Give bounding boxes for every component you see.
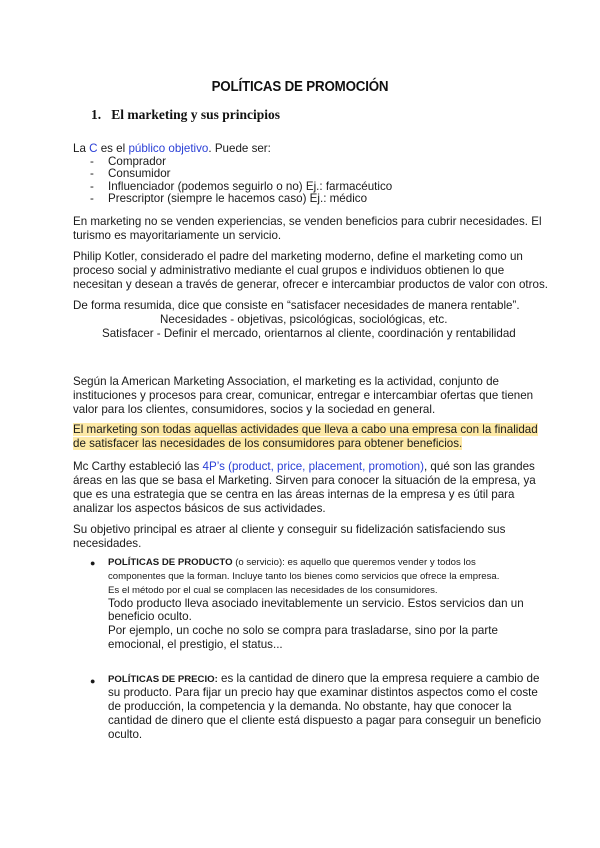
para1-line1: En marketing no se venden experiencias, se venden beneficios para cubrir necesidades. El — [73, 215, 542, 228]
producto-label: POLÍTICAS DE PRODUCTO — [108, 557, 233, 568]
intro-c: C — [89, 142, 98, 155]
section-number: 1. — [91, 107, 102, 122]
para6-line2: áreas en las que se basa el Marketing. Sirven para conocer la situación de la empresa, ya — [73, 474, 536, 487]
para3-line3: Satisfacer - Definir el mercado, orientarnos al cliente, coordinación y rentabilidad — [102, 327, 516, 340]
intro-post: . Puede ser: — [208, 142, 271, 155]
section-title: El marketing y sus principios — [111, 107, 281, 122]
para3-line2: Necesidades - objetivas, psicológicas, sociológicas, etc. — [160, 313, 448, 326]
para6-line1 — [73, 460, 535, 474]
producto-line1 — [108, 556, 476, 569]
para2-line1: Philip Kotler, considerado el padre del marketing moderno, define el marketing como un — [73, 250, 523, 263]
producto-line2: componentes que la forman. Incluye tanto los bienes como servicios que ofrece la empresa. — [108, 571, 500, 582]
para5-line1 — [73, 423, 538, 437]
highlight-text: El marketing son todas aquellas actividades que lleva a cabo una empresa con la finalidad — [73, 423, 538, 436]
producto-suffix: (o servicio): — [232, 557, 285, 568]
page-title: POLÍTICAS DE PROMOCIÓN — [211, 79, 389, 95]
precio-line3: de producción, la competencia y la demanda. No obstante, hay que conocer la — [108, 700, 512, 713]
section-heading — [91, 107, 280, 123]
intro-target: público objetivo — [128, 142, 209, 155]
list-item: Influenciador (podemos seguirlo o no) Ej.: farmacéutico — [108, 180, 393, 193]
para6-pre: Mc Carthy estableció las — [73, 460, 203, 473]
para4-line2: instituciones y procesos para crear, comunicar, entregar e intercambiar ofertas que tienen — [73, 389, 534, 402]
highlight-text: de satisfacer las necesidades de los consumidores para obtener beneficios. — [73, 437, 463, 450]
list-item: Comprador — [108, 155, 166, 168]
precio-rest: es la cantidad de dinero que la empresa requiere a cambio de — [217, 672, 540, 685]
producto-line7: emocional, el prestigio, el status... — [108, 638, 283, 651]
para7-line2: necesidades. — [73, 537, 142, 550]
list-item: Consumidor — [108, 167, 171, 180]
bullet-icon: ● — [90, 558, 96, 568]
para2-line3: necesitan y desean a través de generar, ofrecer e intercambiar productos de valor con otros. — [73, 278, 548, 291]
para6-post: , qué son las grandes — [423, 460, 535, 473]
para3-line1: De forma resumida, dice que consiste en “satisfacer necesidades de manera rentable”. — [73, 299, 520, 312]
intro-mid: es el — [97, 142, 129, 155]
producto-line4: Todo producto lleva asociado inevitablemente un servicio. Estos servicios dan un — [108, 597, 524, 610]
intro-pre: La — [73, 142, 90, 155]
dash-marker: - — [90, 192, 94, 205]
precio-label: POLÍTICAS DE PRECIO: — [108, 674, 218, 685]
producto-line5: beneficio oculto. — [108, 610, 192, 623]
para5-line2 — [73, 437, 462, 451]
para7-line1: Su objetivo principal es atraer al cliente y conseguir su fidelización satisfaciendo sus — [73, 523, 506, 536]
para2-line2: proceso social y administrativo mediante el cual grupos e individuos obtienen lo que — [73, 264, 505, 277]
precio-line4: cantidad de dinero que el cliente está dispuesto a pagar para conseguir un beneficio — [108, 714, 542, 727]
dash-marker: - — [90, 167, 94, 180]
para4-line3: valor para los clientes, consumidores, socios y la sociedad en general. — [73, 403, 436, 416]
para4-line1: Según la American Marketing Association, el marketing es la actividad, conjunto de — [73, 375, 499, 388]
precio-line1 — [108, 672, 539, 687]
dash-marker: - — [90, 180, 94, 193]
four-ps: 4P’s (product, price, placement, promotion) — [202, 460, 424, 473]
para6-line4: analizar los aspectos básicos de sus actividades. — [73, 502, 326, 515]
bullet-icon: ● — [90, 676, 96, 686]
precio-line2: su producto. Para fijar un precio hay que examinar distintos aspectos como el coste — [108, 686, 538, 699]
intro-line — [73, 142, 271, 156]
precio-line5: oculto. — [108, 728, 143, 741]
producto-line6: Por ejemplo, un coche no solo se compra para trasladarse, sino por la parte — [108, 624, 498, 637]
producto-rest: es aquello que queremos vender y todos los — [284, 557, 476, 568]
dash-marker: - — [90, 155, 94, 168]
para1-line2: turismo es mayoritariamente un servicio. — [73, 229, 282, 242]
producto-line3: Es el método por el cual se complacen las necesidades de los consumidores. — [108, 585, 438, 596]
list-item: Prescriptor (siempre le hacemos caso) Ej.: médico — [108, 192, 368, 205]
para6-line3: que es una estrategia que se centra en las áreas internas de la empresa y es útil para — [73, 488, 515, 501]
